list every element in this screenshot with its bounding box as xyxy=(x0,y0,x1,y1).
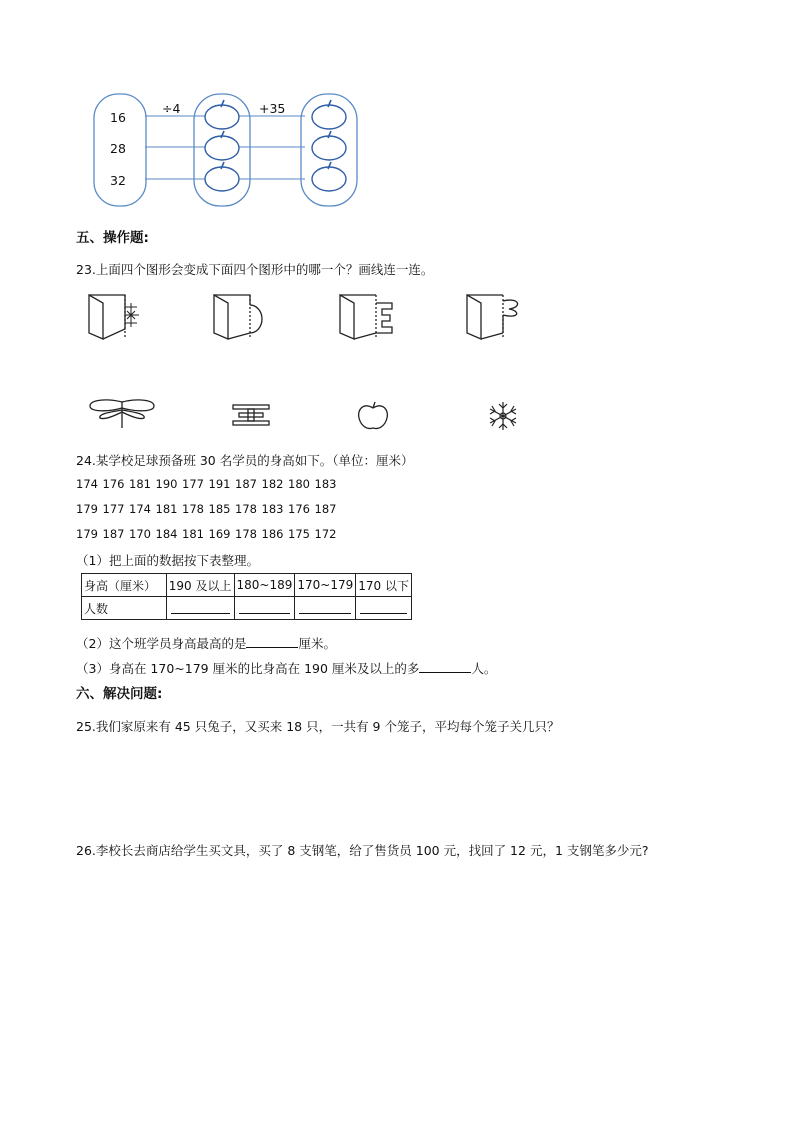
height-value: 187 xyxy=(235,477,257,491)
height-value: 180 xyxy=(288,477,310,491)
question-24-sub1: （1）把上面的数据按下表整理。 xyxy=(76,553,259,568)
diagram-op-divide: ÷4 xyxy=(162,101,181,116)
height-data-row-1 xyxy=(76,477,341,491)
table-row xyxy=(82,597,412,620)
height-value: 183 xyxy=(314,477,337,491)
folded-paper-snowflake-icon xyxy=(85,293,147,341)
height-value: 176 xyxy=(288,502,310,516)
height-value: 174 xyxy=(129,502,151,516)
height-value: 187 xyxy=(102,527,125,541)
sub3-suffix: 人。 xyxy=(471,661,497,676)
height-value: 190 xyxy=(155,477,178,491)
height-value: 179 xyxy=(76,527,98,541)
height-value: 169 xyxy=(208,527,231,541)
dragonfly-icon xyxy=(86,398,158,430)
height-value: 184 xyxy=(155,527,178,541)
height-value: 181 xyxy=(129,477,151,491)
height-value: 178 xyxy=(235,527,257,541)
table-header-cell: 身高（厘米） xyxy=(82,574,167,597)
question-24-text: 24.某学校足球预备班 30 名学员的身高如下。（单位：厘米） xyxy=(76,453,414,468)
answer-cell[interactable] xyxy=(295,597,356,620)
height-value: 174 xyxy=(76,477,98,491)
section-six-title: 六、解决问题: xyxy=(76,686,163,702)
answer-blank[interactable] xyxy=(419,660,471,673)
height-value: 179 xyxy=(76,502,98,516)
height-value: 182 xyxy=(261,477,284,491)
answer-cell[interactable] xyxy=(234,597,295,620)
height-value: 172 xyxy=(314,527,337,541)
height-value: 181 xyxy=(182,527,204,541)
height-value: 181 xyxy=(155,502,178,516)
height-value: 175 xyxy=(288,527,310,541)
height-value: 178 xyxy=(182,502,204,516)
question-26-text: 26.李校长去商店给学生买文具，买了 8 支钢笔，给了售货员 100 元，找回了 12 元，1 支钢笔多少元? xyxy=(76,843,649,858)
table-header-row xyxy=(82,574,412,597)
question-24-sub2 xyxy=(76,634,336,652)
diagram-op-add: +35 xyxy=(259,101,286,116)
height-value: 178 xyxy=(235,502,257,516)
height-value: 187 xyxy=(314,502,337,516)
height-data-row-3 xyxy=(76,527,341,541)
height-value: 177 xyxy=(102,502,125,516)
sub2-prefix: （2）这个班学员身高最高的是 xyxy=(76,636,247,651)
apple-icon xyxy=(355,400,391,432)
height-value: 186 xyxy=(261,527,284,541)
folded-paper-dragonfly-icon xyxy=(463,293,525,341)
height-value: 170 xyxy=(129,527,151,541)
table-row-label: 人数 xyxy=(82,597,167,620)
sub3-prefix: （3）身高在 170~179 厘米的比身高在 190 厘米及以上的多 xyxy=(76,661,420,676)
table-header-cell: 180~189 xyxy=(234,574,295,597)
question-25-text: 25.我们家原来有 45 只兔子，又买来 18 只，一共有 9 个笼子，平均每个笼子关几只？ xyxy=(76,719,560,734)
answer-cell[interactable] xyxy=(356,597,412,620)
diagram-input-2: 28 xyxy=(110,141,126,156)
table-header-cell: 170 以下 xyxy=(356,574,412,597)
sub2-suffix: 厘米。 xyxy=(298,636,336,651)
height-tally-table xyxy=(81,573,412,620)
height-value: 185 xyxy=(208,502,231,516)
section-five-title: 五、操作题: xyxy=(76,230,149,246)
wang-character-icon xyxy=(231,404,271,426)
height-value: 177 xyxy=(182,477,204,491)
folded-paper-e-shape-icon xyxy=(336,293,398,341)
diagram-input-3: 32 xyxy=(110,173,126,188)
height-value: 191 xyxy=(208,477,231,491)
height-value: 183 xyxy=(261,502,284,516)
division-addition-diagram xyxy=(90,88,365,210)
diagram-input-1: 16 xyxy=(110,110,126,125)
folded-paper-semicircle-icon xyxy=(210,293,272,341)
table-header-cell: 190 及以上 xyxy=(166,574,234,597)
height-data-row-2 xyxy=(76,502,341,516)
height-value: 176 xyxy=(102,477,125,491)
table-header-cell: 170~179 xyxy=(295,574,356,597)
snowflake-icon xyxy=(486,400,520,432)
question-24-sub3 xyxy=(76,659,496,677)
question-23-text: 23.上面四个图形会变成下面四个图形中的哪一个？画线连一连。 xyxy=(76,262,434,277)
answer-cell[interactable] xyxy=(166,597,234,620)
answer-blank[interactable] xyxy=(246,635,298,648)
